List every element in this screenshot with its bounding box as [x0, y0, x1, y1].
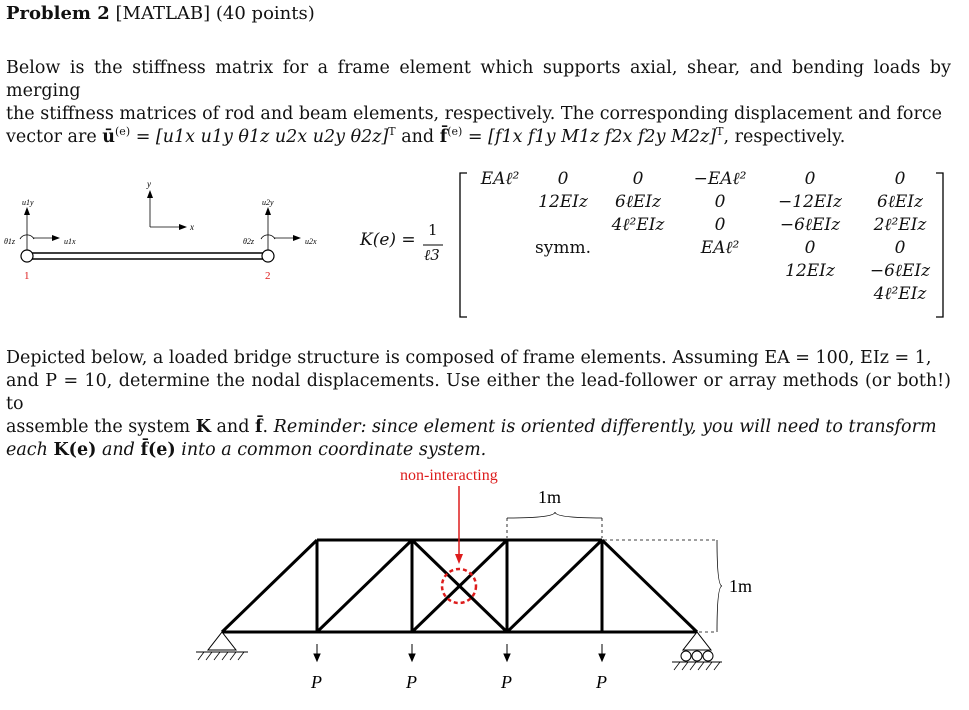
problem-points: (40 points)	[215, 3, 315, 24]
load-arrows	[314, 644, 605, 661]
task-paragraph	[6, 347, 951, 462]
u-vector-expr: = [u1x u1y θ1z u2x u2y θ2z]	[135, 127, 389, 147]
load-label-4: P	[596, 672, 607, 692]
matrix-cell-r6-c6: 4ℓ²EIz	[873, 284, 927, 304]
right-roller-support	[672, 632, 722, 670]
horizontal-brace	[507, 512, 602, 518]
matrix-cell-r1-c3: 0	[632, 169, 644, 189]
problem-label: Problem 2	[6, 3, 110, 24]
matrix-cell-r1-c1: EAℓ²	[480, 169, 520, 189]
matrix-cell-r4-c5: 0	[804, 238, 816, 258]
matrix-cell-r2-c3: 6ℓEIz	[615, 192, 661, 212]
reminder-text: Reminder: since element is oriented differently, you will need to transform	[273, 417, 937, 437]
node-1-circle	[21, 250, 33, 262]
matrix-cell-r4-c6: 0	[894, 238, 906, 258]
matrix-cell-r3-c3: 4ℓ²EIz	[611, 215, 665, 235]
matrix-cell-r3-c6: 2ℓ²EIz	[873, 215, 927, 235]
intro-paragraph	[6, 57, 951, 149]
intro-line-1: Below is the stiffness matrix for a frame element which supports axial, shear, and bending loads by merging	[6, 58, 951, 101]
problem-heading	[6, 2, 951, 25]
task-line-4: each K(e) and f̄(e) into a common coordinate system.	[6, 440, 487, 460]
u-vector-symbol: ū	[102, 127, 116, 147]
matrix-cell-r3-c4: 0	[714, 215, 726, 235]
node-2-circle	[262, 250, 274, 262]
task-line-1: Depicted below, a loaded bridge structure is composed of frame elements. Assuming EA = 100, EIz = 1,	[6, 348, 932, 368]
left-pin-support	[196, 632, 248, 660]
dim-horizontal-label: 1m	[538, 487, 562, 507]
load-label-3: P	[501, 672, 512, 692]
matrix-cell-r1-c2: 0	[557, 169, 569, 189]
bridge-diagram	[0, 460, 969, 710]
intro-line-3: vector are $ū^{(e)} = [u1x$ u1y θ1z u2x u2y θ2z]$^T$ and f̄$^{(e)}$ = [f1x f1y M1z f2x f2y M2z]$^T$, respectively.	[6, 125, 846, 147]
vertical-brace	[717, 540, 722, 632]
stiffness-lhs: K(e) =	[360, 230, 416, 250]
non-interacting-label: non-interacting	[400, 467, 498, 484]
matrix-cell-r4-c4: EAℓ²	[700, 238, 740, 258]
fraction-numerator: 1	[428, 221, 438, 239]
intro-line-2: the stiffness matrices of rod and beam elements, respectively. The corresponding displacement and force	[6, 104, 942, 124]
matrix-cell-r3-c5: −6ℓEIz	[779, 215, 841, 235]
load-label-2: P	[406, 672, 417, 692]
label-u1y: u1y	[22, 198, 34, 207]
matrix-cell-r5-c6: −6ℓEIz	[869, 261, 931, 281]
matrix-left-bracket	[460, 173, 467, 317]
fraction-denominator: ℓ3	[424, 246, 440, 264]
task-line-2: and P = 10, determine the nodal displacements. Use either the lead-follower or array methods (or both!) to	[6, 371, 951, 414]
node-2-label: 2	[265, 270, 271, 282]
label-theta1z: θ1z	[4, 237, 16, 246]
matrix-cell-r2-c2: 12EIz	[538, 192, 588, 212]
label-u2y: u2y	[262, 198, 274, 207]
matrix-cell-r2-c5: −12EIz	[778, 192, 842, 212]
label-u2x: u2x	[305, 237, 317, 246]
matrix-cell-r2-c4: 0	[714, 192, 726, 212]
matrix-right-bracket	[936, 173, 943, 317]
dim-vertical-label: 1m	[729, 576, 753, 596]
label-u1x: u1x	[64, 237, 76, 246]
problem-tag: [MATLAB]	[115, 3, 211, 24]
matrix-cell-r1-c6: 0	[894, 169, 906, 189]
load-label-1: P	[311, 672, 322, 692]
task-line-3: assemble the system K and f̄. Reminder: since element is oriented differently, you will need to transform	[6, 417, 937, 437]
matrix-cell-r5-c5: 12EIz	[785, 261, 835, 281]
f-vector-symbol: f̄	[439, 127, 448, 147]
matrix-cell-r1-c5: 0	[804, 169, 816, 189]
f-vector-expr: = [f1x f1y M1z f2x f2y M2z]	[467, 127, 717, 147]
matrix-area	[0, 165, 969, 325]
matrix-cell-r1-c4: −EAℓ²	[693, 169, 747, 189]
label-y-axis: y	[147, 179, 151, 189]
dimension-lines	[507, 518, 717, 632]
label-x-axis: x	[190, 222, 194, 232]
matrix-cell-r4-c2: symm.	[535, 238, 591, 258]
matrix-cell-r2-c6: 6ℓEIz	[877, 192, 923, 212]
frame-element-diagram	[0, 165, 969, 325]
node-1-label: 1	[24, 270, 30, 282]
label-theta2z: θ2z	[243, 237, 255, 246]
